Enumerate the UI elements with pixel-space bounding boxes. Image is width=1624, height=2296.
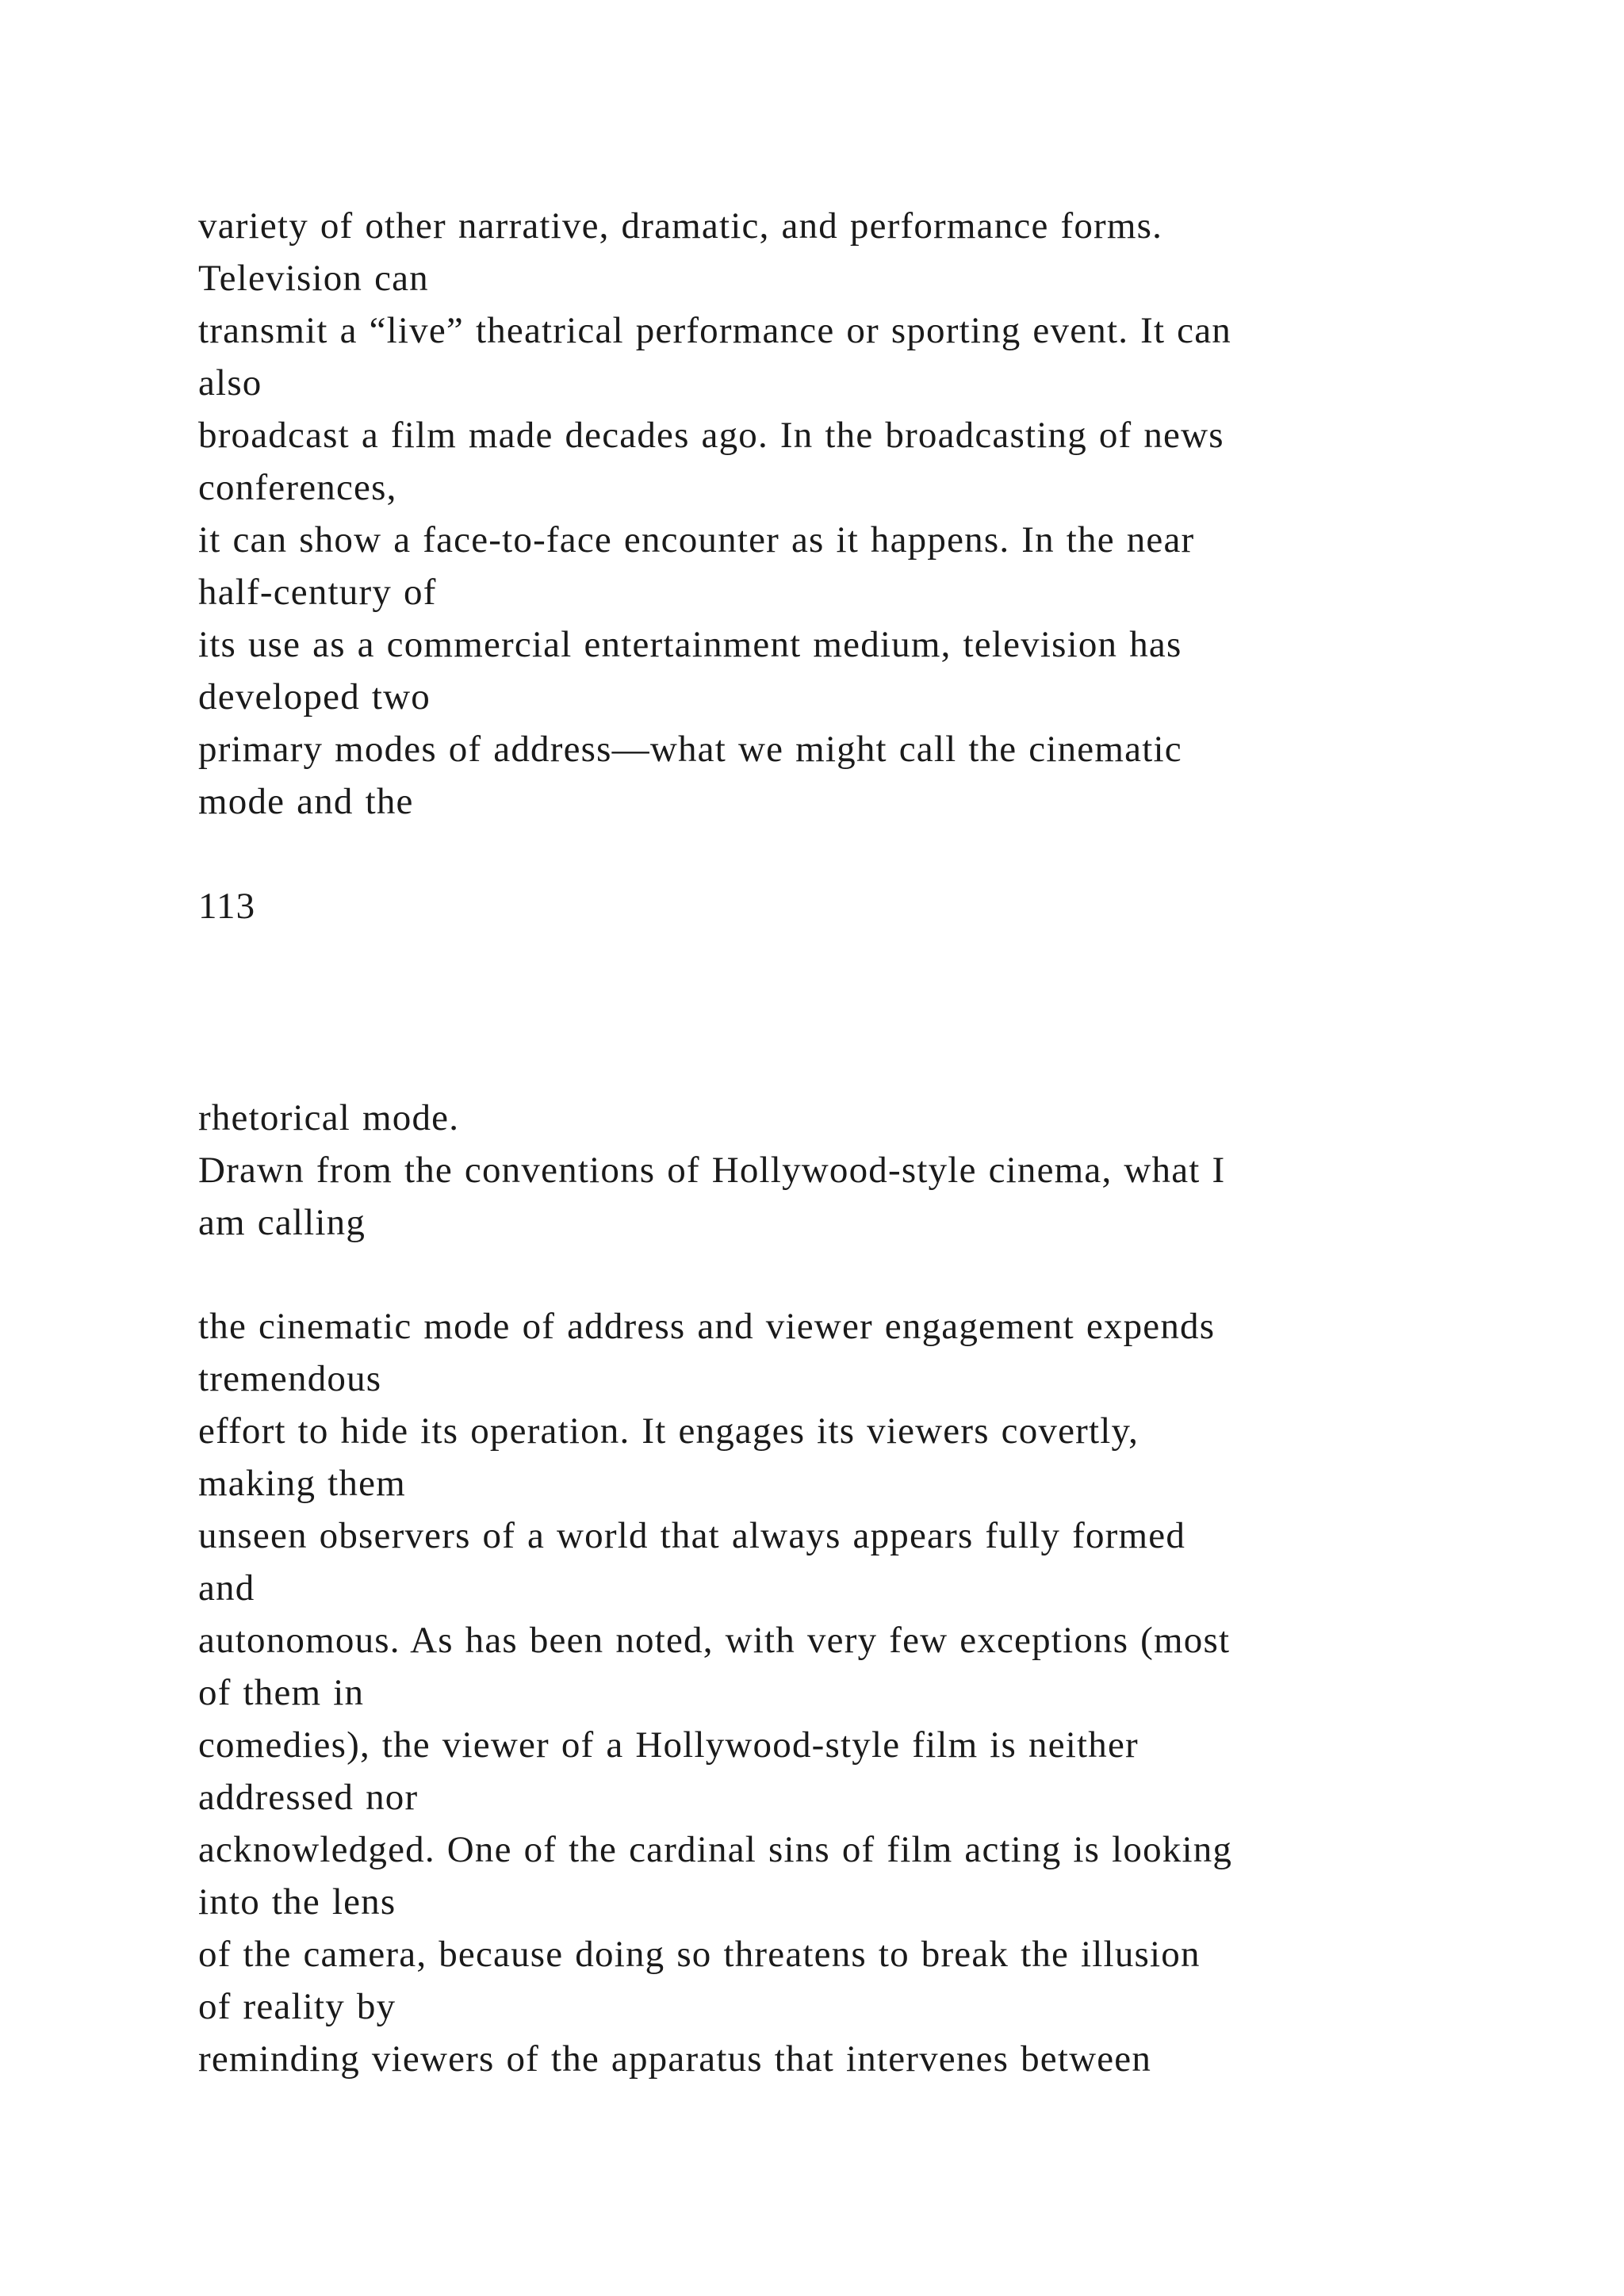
text-line: it can show a face-to-face encounter as it happens. In the near (198, 519, 1195, 561)
page-number (198, 880, 1546, 932)
text-line: unseen observers of a world that always appears fully formed (198, 1515, 1186, 1556)
paragraph-2 (198, 1092, 1546, 1249)
text-line: autonomous. As has been noted, with very few exceptions (most (198, 1620, 1231, 1661)
text-line: addressed nor (198, 1777, 419, 1818)
text-line: and (198, 1567, 255, 1609)
text-line: transmit a “live” theatrical performance or sporting event. It can (198, 310, 1231, 351)
text-line: am calling (198, 1202, 366, 1243)
text-line: comedies), the viewer of a Hollywood-style film is neither (198, 1724, 1139, 1766)
text-line: tremendous (198, 1358, 382, 1399)
text-line: of the camera, because doing so threatens to break the illusion (198, 1934, 1201, 1975)
text-line: primary modes of address—what we might call the cinematic (198, 729, 1182, 770)
text-line: variety of other narrative, dramatic, and performance forms. (198, 205, 1163, 247)
text-line: its use as a commercial entertainment medium, television has (198, 624, 1182, 665)
paragraph-3 (198, 1300, 1546, 2085)
text-line: acknowledged. One of the cardinal sins of film acting is looking (198, 1829, 1233, 1870)
paragraph-1 (198, 200, 1546, 828)
text-line: half-century of (198, 572, 437, 613)
text-line: broadcast a film made decades ago. In the broadcasting of news (198, 415, 1224, 456)
text-line: of reality by (198, 1986, 396, 2027)
text-line: Drawn from the conventions of Hollywood-style cinema, what I (198, 1150, 1226, 1191)
text-line: also (198, 362, 262, 404)
text-line: the cinematic mode of address and viewer engagement expends (198, 1306, 1216, 1347)
text-line: mode and the (198, 781, 414, 822)
text-line: developed two (198, 676, 431, 718)
text-line: rhetorical mode. (198, 1097, 460, 1138)
text-line: making them (198, 1463, 406, 1504)
text-line: into the lens (198, 1881, 396, 1923)
text-line: Television can (198, 258, 429, 299)
text-line: conferences, (198, 467, 397, 508)
text-line: effort to hide its operation. It engages its viewers covertly, (198, 1410, 1139, 1452)
page-number-text: 113 (198, 886, 256, 927)
text-line: reminding viewers of the apparatus that intervenes between (198, 2038, 1152, 2080)
text-line: of them in (198, 1672, 365, 1713)
